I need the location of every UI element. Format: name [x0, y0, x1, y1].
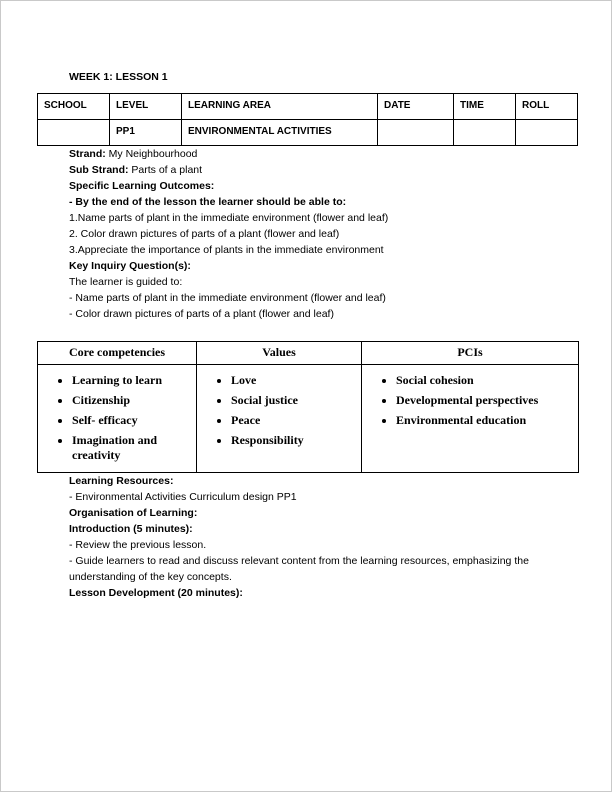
- info-value-level: PP1: [110, 120, 182, 146]
- sub-strand-label: Sub Strand:: [69, 164, 129, 176]
- core-item: • Learning to learn: [72, 373, 190, 388]
- info-value-roll: [516, 120, 578, 146]
- sub-strand-value: Parts of a plant: [131, 164, 203, 176]
- info-value-date: [378, 120, 454, 146]
- info-value-school: [38, 120, 110, 146]
- learning-resources-item: - Environmental Activities Curriculum design PP1: [69, 491, 297, 503]
- values-list: [203, 373, 355, 448]
- core-competencies-cell: [38, 365, 197, 473]
- competency-header-values: Values: [197, 342, 362, 365]
- organisation-title: Organisation of Learning:: [69, 507, 198, 519]
- core-item: • Self- efficacy: [72, 413, 190, 428]
- values-item: • Social justice: [231, 393, 355, 408]
- info-header-learning-area: LEARNING AREA: [182, 94, 378, 120]
- info-header-roll: ROLL: [516, 94, 578, 120]
- competency-header-pcis: PCIs: [362, 342, 579, 365]
- pcis-item: • Environmental education: [396, 413, 572, 428]
- info-table-header-row: [38, 94, 578, 120]
- info-header-time: TIME: [454, 94, 516, 120]
- pcis-item: • Developmental perspectives: [396, 393, 572, 408]
- pcis-item: • Social cohesion: [396, 373, 572, 388]
- outcomes-subtitle: - By the end of the lesson the learner should be able to:: [69, 196, 347, 208]
- learning-resources-title: Learning Resources:: [69, 475, 174, 487]
- strand-label: Strand:: [69, 148, 106, 160]
- lesson-development-title: Lesson Development (20 minutes):: [69, 587, 243, 599]
- key-inquiry-item-2: - Color drawn pictures of parts of a plant (flower and leaf): [69, 308, 334, 320]
- key-inquiry-title: Key Inquiry Question(s):: [69, 260, 191, 272]
- core-item: • Imagination and creativity: [72, 433, 190, 463]
- introduction-title: Introduction (5 minutes):: [69, 523, 193, 535]
- values-item: • Responsibility: [231, 433, 355, 448]
- competency-header-core: Core competencies: [38, 342, 197, 365]
- strand-line: [69, 146, 549, 162]
- info-header-level: LEVEL: [110, 94, 182, 120]
- sub-strand-line: [69, 162, 549, 178]
- values-item: • Love: [231, 373, 355, 388]
- introduction-line-1: - Review the previous lesson.: [69, 539, 207, 551]
- outcome-item-1: 1.Name parts of plant in the immediate environment (flower and leaf): [69, 212, 389, 224]
- competency-table-header-row: [38, 342, 579, 365]
- pcis-cell: [362, 365, 579, 473]
- info-table-value-row: [38, 120, 578, 146]
- info-header-school: SCHOOL: [38, 94, 110, 120]
- outcome-item-3: 3.Appreciate the importance of plants in the immediate environment: [69, 244, 384, 256]
- outcomes-title: Specific Learning Outcomes:: [69, 180, 215, 192]
- core-item: • Citizenship: [72, 393, 190, 408]
- outcome-item-2: 2. Color drawn pictures of parts of a plant (flower and leaf): [69, 228, 340, 240]
- key-inquiry-item-1: - Name parts of plant in the immediate environment (flower and leaf): [69, 292, 386, 304]
- lesson-info-table: [37, 93, 578, 146]
- info-value-learning-area: ENVIRONMENTAL ACTIVITIES: [182, 120, 378, 146]
- core-competencies-list: [44, 373, 190, 463]
- competency-table: [37, 341, 579, 473]
- week-lesson-heading: WEEK 1: LESSON 1: [69, 71, 168, 83]
- competency-table-body-row: [38, 365, 579, 473]
- introduction-line-2: - Guide learners to read and discuss relevant content from the learning resources, emphasizing the understanding of the key concepts.: [69, 555, 529, 583]
- values-item: • Peace: [231, 413, 355, 428]
- pcis-list: [368, 373, 572, 428]
- info-value-time: [454, 120, 516, 146]
- values-cell: [197, 365, 362, 473]
- info-header-date: DATE: [378, 94, 454, 120]
- key-inquiry-intro: The learner is guided to:: [69, 276, 183, 288]
- strand-value: My Neighbourhood: [108, 148, 198, 160]
